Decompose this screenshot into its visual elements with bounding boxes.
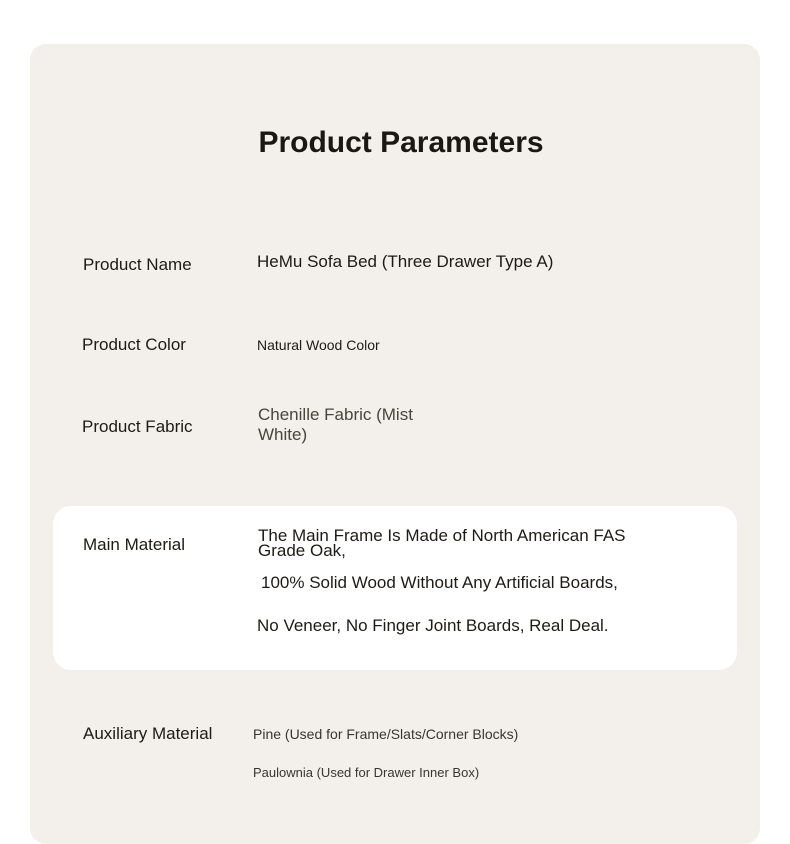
main-material-line1: The Main Frame Is Made of North American FAS — [258, 526, 626, 545]
product-color-value: Natural Wood Color — [257, 337, 380, 353]
product-fabric-value-line1: Chenille Fabric (Mist — [258, 405, 413, 424]
main-material-label: Main Material — [83, 535, 186, 554]
main-material-line4: No Veneer, No Finger Joint Boards, Real Deal. — [257, 616, 609, 635]
main-material-line2: Grade Oak, — [258, 541, 346, 560]
page-title: Product Parameters — [258, 126, 544, 159]
auxiliary-material-label: Auxiliary Material — [83, 724, 213, 743]
product-name-value: HeMu Sofa Bed (Three Drawer Type A) — [257, 252, 554, 271]
main-material-line3: 100% Solid Wood Without Any Artificial Boards, — [261, 573, 618, 592]
product-color-label: Product Color — [82, 335, 186, 354]
auxiliary-material-line1: Pine (Used for Frame/Slats/Corner Blocks) — [253, 726, 519, 742]
product-fabric-label: Product Fabric — [82, 417, 193, 436]
product-name-label: Product Name — [83, 255, 192, 274]
auxiliary-material-line2: Paulownia (Used for Drawer Inner Box) — [253, 765, 480, 780]
product-fabric-value-line2: White) — [258, 425, 308, 444]
